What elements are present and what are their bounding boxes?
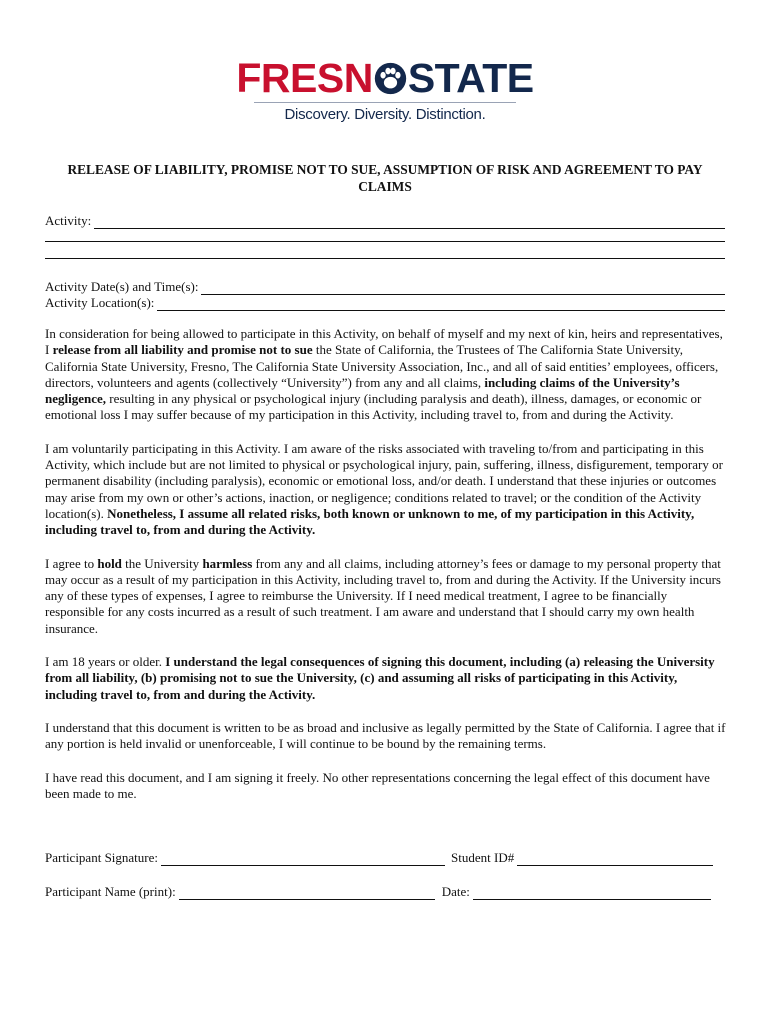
p4-bold-1: I understand the legal consequences of signing this document, including (a) releasing the University from all liability, (b) promising not to sue the University, (c) and assuming all risks of participating in this Activity, including travel to, from and during the Activity. xyxy=(45,654,715,702)
paragraph-release xyxy=(45,326,727,424)
activity-location-line[interactable] xyxy=(157,298,725,311)
p3-bold-1: hold xyxy=(97,555,122,571)
p2-text-1: I am voluntarily participating in this Activity. I am aware of the risks associated with traveling to/from and participating in this Activity, which include but are not limited to physical or psychological injury, pain, suffering, illness, disfigurement, temporary or permanent disability (including paralysis), economic or emotional loss, and/or death. I understand that these injuries or outcomes may arise from my own or other’s actions, inaction, or negligence; conditions related to travel; or the condition of the Activity location(s). xyxy=(45,440,723,521)
p1-text-3: resulting in any physical or psychological injury (including paralysis and death), illness, damages, or economic or emotional loss I may suffer because of my participation in this Activity, including travel to, from and during the Activity. xyxy=(45,391,702,423)
p1-bold-1: release from all liability and promise not to sue xyxy=(52,342,313,358)
logo-tagline: Discovery. Diversity. Distinction. xyxy=(284,106,486,123)
document-title: RELEASE OF LIABILITY, PROMISE NOT TO SUE, ASSUMPTION OF RISK AND AGREEMENT TO PAY CLAIMS xyxy=(67,162,703,194)
p3-text-3: from any and all claims, including attorney’s fees or damage to my personal property that may occur as a result of my participation in this Activity, including travel to, from and during the Activity. If the University incurs any of these types of expenses, I agree to reimburse the University. If I need medical treatment, I agree to be financially responsible for any costs incurred as a result of such treatment. I am aware and understand that I should carry my own health insurance. xyxy=(45,555,721,636)
participant-signature-field[interactable] xyxy=(45,850,445,866)
activity-line-2[interactable] xyxy=(45,241,725,242)
activity-field[interactable] xyxy=(45,213,725,229)
p1-bold-2: including claims of the University’s negligence, xyxy=(45,374,680,407)
name-date-row xyxy=(45,884,725,900)
logo-divider xyxy=(254,102,516,103)
paragraph-acknowledgement xyxy=(45,770,727,803)
date-field[interactable] xyxy=(442,884,711,900)
p5-text-1: I understand that this document is written to be as broad and inclusive as legally permitted by the State of California. I agree that if any portion is held invalid or unenforceable, I will continue to be bound by the remaining terms. xyxy=(45,719,726,752)
activity-location-label: Activity Location(s): xyxy=(45,295,155,310)
activity-line-3[interactable] xyxy=(45,258,725,259)
p3-text-1: I agree to xyxy=(45,555,98,571)
p3-text-2: the University xyxy=(121,555,203,571)
p2-bold-1: Nonetheless, I assume all related risks, both known or unknown to me, of my participation in this Activity, including travel to, from and during the Activity. xyxy=(45,505,695,538)
participant-name-line[interactable] xyxy=(179,887,435,900)
paw-print-icon xyxy=(374,62,407,95)
activity-location-field[interactable] xyxy=(45,295,725,311)
activity-dates-field[interactable] xyxy=(45,279,725,295)
p3-bold-2: harmless xyxy=(202,555,253,571)
p1-text-1: In consideration for being allowed to participate in this Activity, on behalf of myself and my next of kin, heirs and representatives, I xyxy=(45,326,723,358)
paragraph-hold-harmless xyxy=(45,556,727,637)
participant-name-label: Participant Name (print): xyxy=(45,884,176,899)
student-id-field[interactable] xyxy=(451,850,713,866)
activity-line[interactable] xyxy=(94,216,725,229)
paragraph-assumption-of-risk xyxy=(45,441,727,539)
p6-text-1: I have read this document, and I am signing it freely. No other representations concerning the legal effect of this document have been made to me. xyxy=(45,769,710,801)
logo-wordmark xyxy=(236,56,533,100)
participant-signature-label: Participant Signature: xyxy=(45,850,159,865)
student-id-line[interactable] xyxy=(517,853,713,866)
paragraph-age-consent xyxy=(45,654,727,703)
p4-text-1: I am 18 years or older. xyxy=(45,654,166,670)
logo-word-right: STATE xyxy=(407,55,534,101)
logo-word-left: FRESN xyxy=(236,55,373,101)
activity-label: Activity: xyxy=(45,213,92,228)
fresno-state-logo xyxy=(0,56,770,123)
student-id-label: Student ID# xyxy=(451,850,515,865)
signature-row xyxy=(45,850,725,866)
participant-name-field[interactable] xyxy=(45,884,435,900)
activity-dates-label: Activity Date(s) and Time(s): xyxy=(45,279,199,294)
document-body xyxy=(45,326,727,819)
p1-text-2: the State of California, the Trustees of The California State University, California State University, Fresno, The California State University Association, Inc., and all of said entities’ employees, officers, directors, volunteers and agents (collectively “University”) from any and all claims, xyxy=(45,342,719,390)
participant-signature-line[interactable] xyxy=(161,853,445,866)
date-label: Date: xyxy=(441,884,470,899)
paragraph-severability xyxy=(45,720,727,753)
activity-dates-line[interactable] xyxy=(201,282,725,295)
date-line[interactable] xyxy=(473,887,711,900)
